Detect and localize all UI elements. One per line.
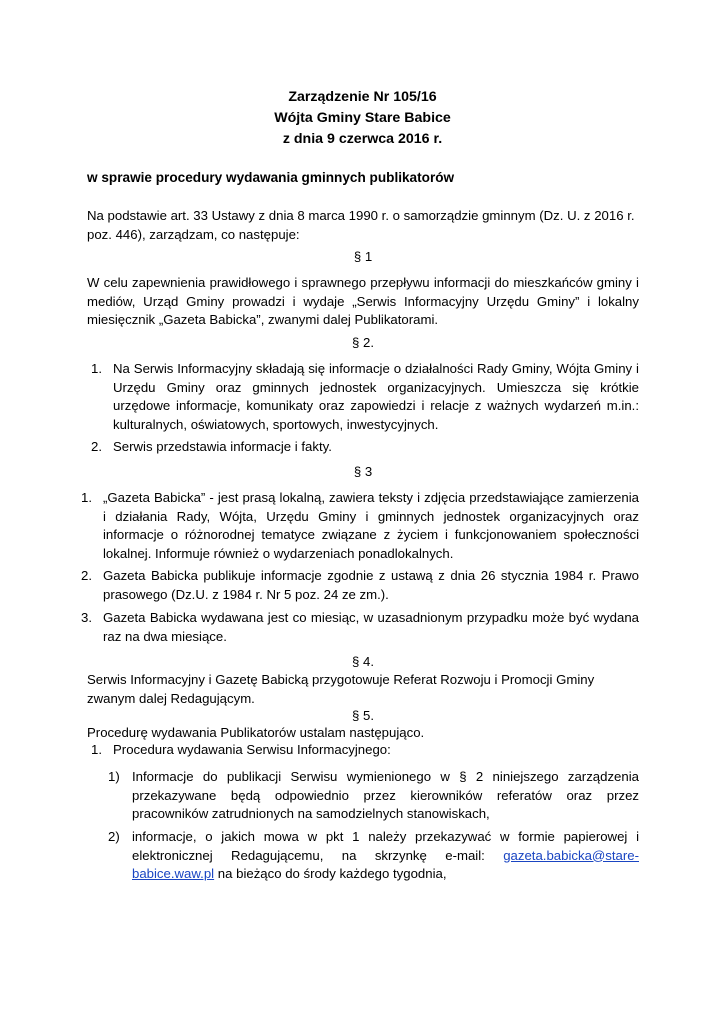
list-number: 2) xyxy=(108,829,120,844)
section-5-intro: Procedurę wydawania Publikatorów ustalam następująco. xyxy=(87,725,425,740)
list-text: Serwis przedstawia informacje i fakty. xyxy=(113,439,332,454)
section-1-text: W celu zapewnienia prawidłowego i sprawnego przepływu informacji do mieszkańców gminy i mediów, Urząd Gminy prowadzi i wydaje „Serwis Informacyjny Urzędu Gminy” i lokalny miesięcznik „Gazeta Babicka”, zwanymi dalej Publikatorami. xyxy=(87,275,639,327)
section-1-heading: § 1 xyxy=(353,249,373,264)
list-number: 2. xyxy=(91,439,102,454)
intro-paragraph: Na podstawie art. 33 Ustawy z dnia 8 marca 1990 r. o samorządzie gminnym (Dz. U. z 2016 r. poz. 446), zarządzam, co następuje: xyxy=(87,208,635,242)
list-text: Na Serwis Informacyjny składają się informacje o działalności Rady Gminy, Wójta Gminy i Urzędu Gminy oraz gminnych jednostek organizacyjnych. Umieszcza się krótkie urzędowe informacje, komunikaty oraz zapowiedzi i relacje z ważnych wydarzeń m.in.: kulturalnych, oświatowych, sportowych, inwestycyjnych. xyxy=(113,361,639,432)
list-text-before-email: informacje, o jakich mowa w pkt 1 należy przekazywać w formie papierowej i elektronicznej Redagującemu, na skrzynkę e-mail: xyxy=(132,829,639,863)
list-text-after-email: na bieżąco do środy każdego tygodnia, xyxy=(214,866,447,881)
section-5-item-1 xyxy=(91,741,639,760)
section-3-heading: § 3 xyxy=(353,464,373,479)
section-2-heading: § 2. xyxy=(352,335,374,350)
section-2-item-1 xyxy=(91,360,639,434)
list-text: Gazeta Babicka publikuje informacje zgodnie z ustawą z dnia 26 stycznia 1984 r. Prawo prasowego (Dz.U. z 1984 r. Nr 5 poz. 24 ze zm.). xyxy=(103,568,639,602)
list-text: Gazeta Babicka wydawana jest co miesiąc, w uzasadnionym przypadku może być wydana raz na dwa miesiące. xyxy=(103,610,639,644)
document-subject: w sprawie procedury wydawania gminnych publikatorów xyxy=(87,170,455,185)
section-2-item-2 xyxy=(91,438,639,457)
list-text xyxy=(132,828,639,884)
section-3-item-2 xyxy=(81,567,639,604)
section-5-subitem-2 xyxy=(108,828,639,884)
section-5-subitem-1 xyxy=(108,768,639,824)
section-5-heading: § 5. xyxy=(352,708,374,723)
list-text: Procedura wydawania Serwisu Informacyjnego: xyxy=(113,742,391,757)
list-text: „Gazeta Babicka” - jest prasą lokalną, zawiera teksty i zdjęcia przedstawiające zamierzenia i działania Rady, Wójta, Urzędu Gminy i gminnych jednostek organizacyjnych oraz informacje o różnorodnej tematyce związane z życiem i funkcjonowaniem społeczności lokalnej. Informuje również o wydarzeniach ponadlokalnych. xyxy=(103,490,639,561)
section-4-heading: § 4. xyxy=(352,654,374,669)
email-link[interactable]: gazeta.babicka@stare-babice.waw.pl xyxy=(132,847,639,881)
title-line-2: Wójta Gminy Stare Babice xyxy=(274,110,451,126)
section-3-item-1 xyxy=(81,489,639,563)
section-4-text: Serwis Informacyjny i Gazetę Babicką przygotowuje Referat Rozwoju i Promocji Gminy zwanym dalej Redagującym. xyxy=(87,672,595,706)
section-3-item-3 xyxy=(81,609,639,646)
list-text: Informacje do publikacji Serwisu wymienionego w § 2 niniejszego zarządzenia przekazywane będą odpowiednio przez kierowników referatów oraz przez pracowników zatrudnionych na samodzielnych stanowiskach, xyxy=(132,769,639,821)
document-title xyxy=(0,87,725,150)
list-number: 1. xyxy=(81,490,92,505)
title-line-3: z dnia 9 czerwca 2016 r. xyxy=(282,131,443,147)
list-number: 1) xyxy=(108,769,120,784)
list-number: 2. xyxy=(81,568,92,583)
list-number: 3. xyxy=(81,610,92,625)
list-number: 1. xyxy=(91,742,102,757)
list-number: 1. xyxy=(91,361,102,376)
title-line-1: Zarządzenie Nr 105/16 xyxy=(288,89,437,105)
